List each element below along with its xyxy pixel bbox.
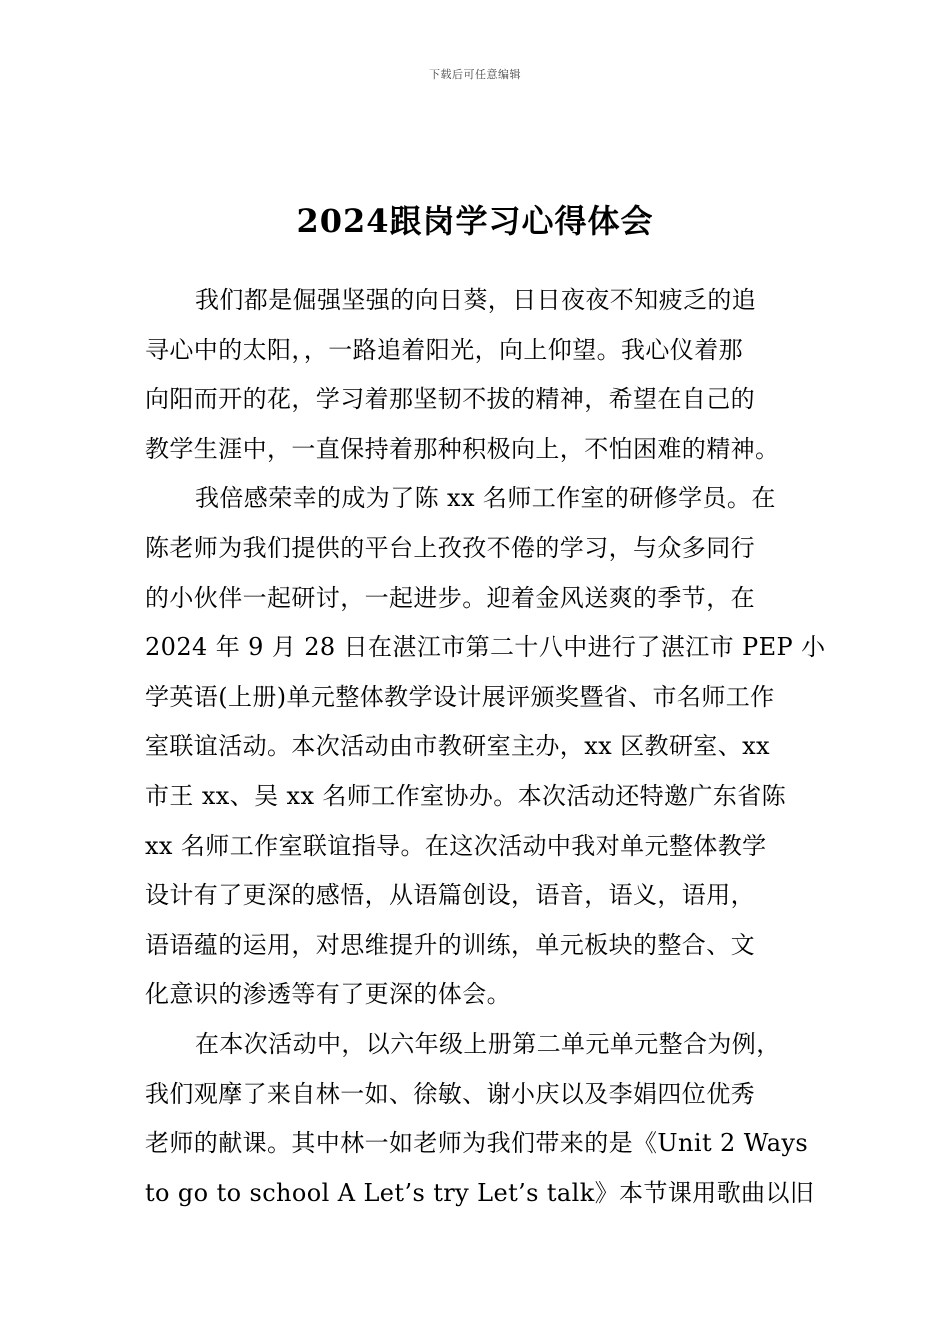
text-line: 的小伙伴一起研讨，一起进步。迎着金风送爽的季节，在 xyxy=(145,583,755,612)
text-line: 语语蕴的运用，对思维提升的训练，单元板块的整合、文 xyxy=(145,930,755,959)
text-line: 2024 年 9 月 28 日在湛江市第二十八中进行了湛江市 PEP 小 xyxy=(145,633,826,662)
text-line: 我们都是倔强坚强的向日葵，日日夜夜不知疲乏的追 xyxy=(195,286,757,314)
page-header-note: 下载后可任意编辑 xyxy=(429,68,521,81)
text-line: 寻心中的太阳，，一路追着阳光，向上仰望。我心仪着那 xyxy=(145,335,743,364)
text-line: 市王 xx、吴 xx 名师工作室协办。本次活动还特邀广东省陈 xyxy=(145,781,787,810)
text-line: 设计有了更深的感悟，从语篇创设，语音，语义，语用， xyxy=(145,881,755,910)
text-line: 室联谊活动。本次活动由市教研室主办，xx 区教研室、xx xyxy=(145,732,770,761)
paragraph-3 xyxy=(145,1020,825,1218)
document-body xyxy=(145,276,825,1218)
text-line: 陈老师为我们提供的平台上孜孜不倦的学习，与众多同行 xyxy=(145,533,755,562)
text-line: 我倍感荣幸的成为了陈 xx 名师工作室的研修学员。在 xyxy=(195,484,776,513)
text-line: 老师的献课。其中林一如老师为我们带来的是《Unit 2 Ways xyxy=(145,1129,809,1158)
text-line: 化意识的渗透等有了更深的体会。 xyxy=(145,980,511,1009)
text-line: 在本次活动中，以六年级上册第二单元单元整合为例， xyxy=(195,1029,781,1058)
text-line: 学英语(上册)单元整体教学设计展评颁奖暨省、市名师工作 xyxy=(145,682,775,711)
text-line: xx 名师工作室联谊指导。在这次活动中我对单元整体教学 xyxy=(145,831,767,860)
text-line: 向阳而开的花，学习着那坚韧不拔的精神，希望在自己的 xyxy=(145,385,755,414)
text-line: 教学生涯中，一直保持着那种积极向上，不怕困难的精神。 xyxy=(145,434,780,463)
document-title: 2024跟岗学习心得体会 xyxy=(296,202,654,241)
paragraph-2 xyxy=(145,474,825,1020)
paragraph-1 xyxy=(145,276,825,474)
text-line: 我们观摩了来自林一如、徐敏、谢小庆以及李娟四位优秀 xyxy=(145,1079,755,1108)
text-line: to go to school A Let’s try Let’s talk》本节课用歌曲以旧 xyxy=(145,1178,815,1207)
